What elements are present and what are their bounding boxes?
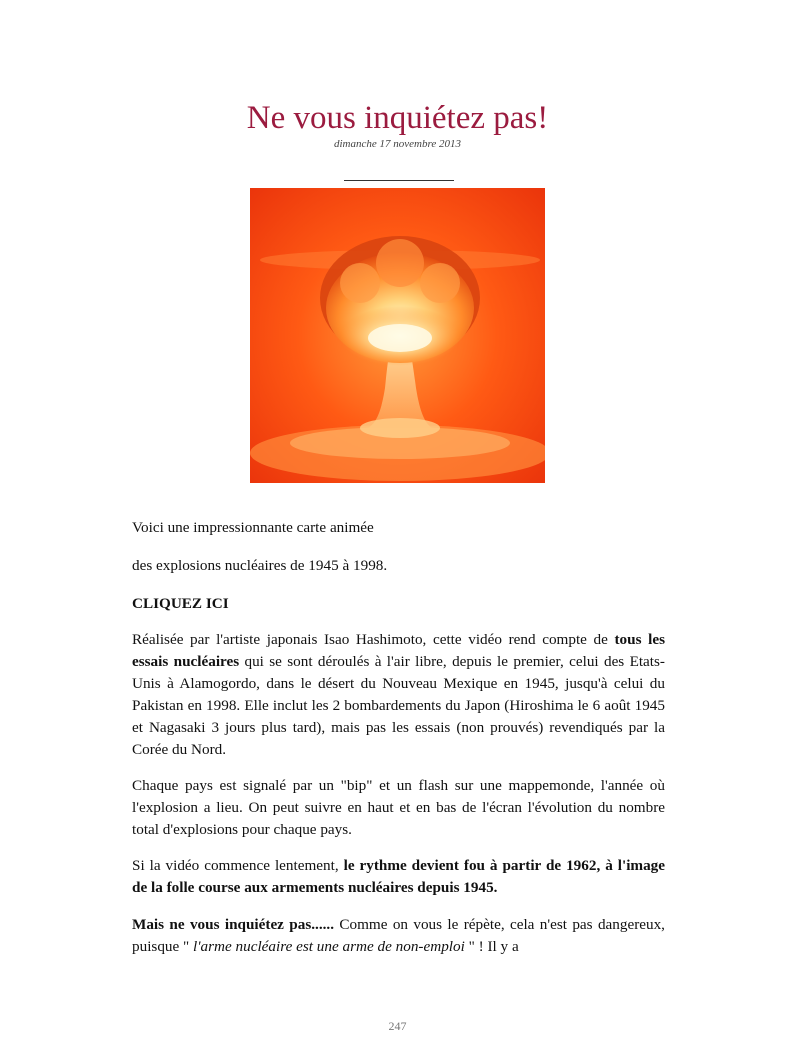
paragraph-1-text-a: Réalisée par l'artiste japonais Isao Hashimoto, cette vidéo rend compte de <box>132 631 615 648</box>
paragraph-4-text-b: Comme on vous le répète, cela n'est pas dangereux, puisque " <box>132 916 665 955</box>
intro-line-2: des explosions nucléaires de 1945 à 1998. <box>132 557 388 574</box>
paragraph-4 <box>132 914 665 958</box>
paragraph-4-bold: Mais ne vous inquiétez pas...... <box>132 916 335 933</box>
paragraph-1 <box>132 629 665 761</box>
paragraph-3-bold: le rythme devient fou à partir de 1962, à l'image de la folle course aux armements nucléaires depuis 1945. <box>132 857 665 896</box>
intro-line-1: Voici une impressionnante carte animée <box>132 519 374 536</box>
paragraph-3 <box>132 855 665 899</box>
paragraph-3-text-a: Si la vidéo commence lentement, <box>132 857 344 874</box>
paragraph-1-text-c: qui se sont déroulés à l'air libre, depuis le premier, celui des Etats-Unis à Alamogordo, dans le désert du Nouveau Mexique en 1945, jusqu'à celui du Pakistan en 1998. Elle inclut les 2 bombardements du Japon (Hiroshima le 6 août 1945 et Nagasaki 3 jours plus tard), mais pas les essais (non prouvés) revendiqués par la Corée du Nord. <box>132 653 665 758</box>
paragraph-1-bold: tous les essais nucléaires <box>132 631 665 670</box>
paragraph-2: Chaque pays est signalé par un "bip" et un flash sur une mappemonde, l'année où l'explosion a lieu. On peut suivre en haut et en bas de l'écran l'évolution du nombre total d'explosions pour chaque pays. <box>132 777 665 838</box>
paragraph-4-quote: l'arme nucléaire est une arme de non-emploi <box>193 938 465 955</box>
page-number: 247 <box>388 1019 407 1033</box>
click-here-link[interactable]: CLIQUEZ ICI <box>132 595 229 612</box>
page-title: Ne vous inquiétez pas! <box>246 100 549 136</box>
nuclear-explosion-image <box>250 188 545 483</box>
paragraph-4-text-d: " ! Il y a <box>464 938 519 955</box>
post-date: dimanche 17 novembre 2013 <box>334 138 461 150</box>
title-divider <box>344 180 454 181</box>
